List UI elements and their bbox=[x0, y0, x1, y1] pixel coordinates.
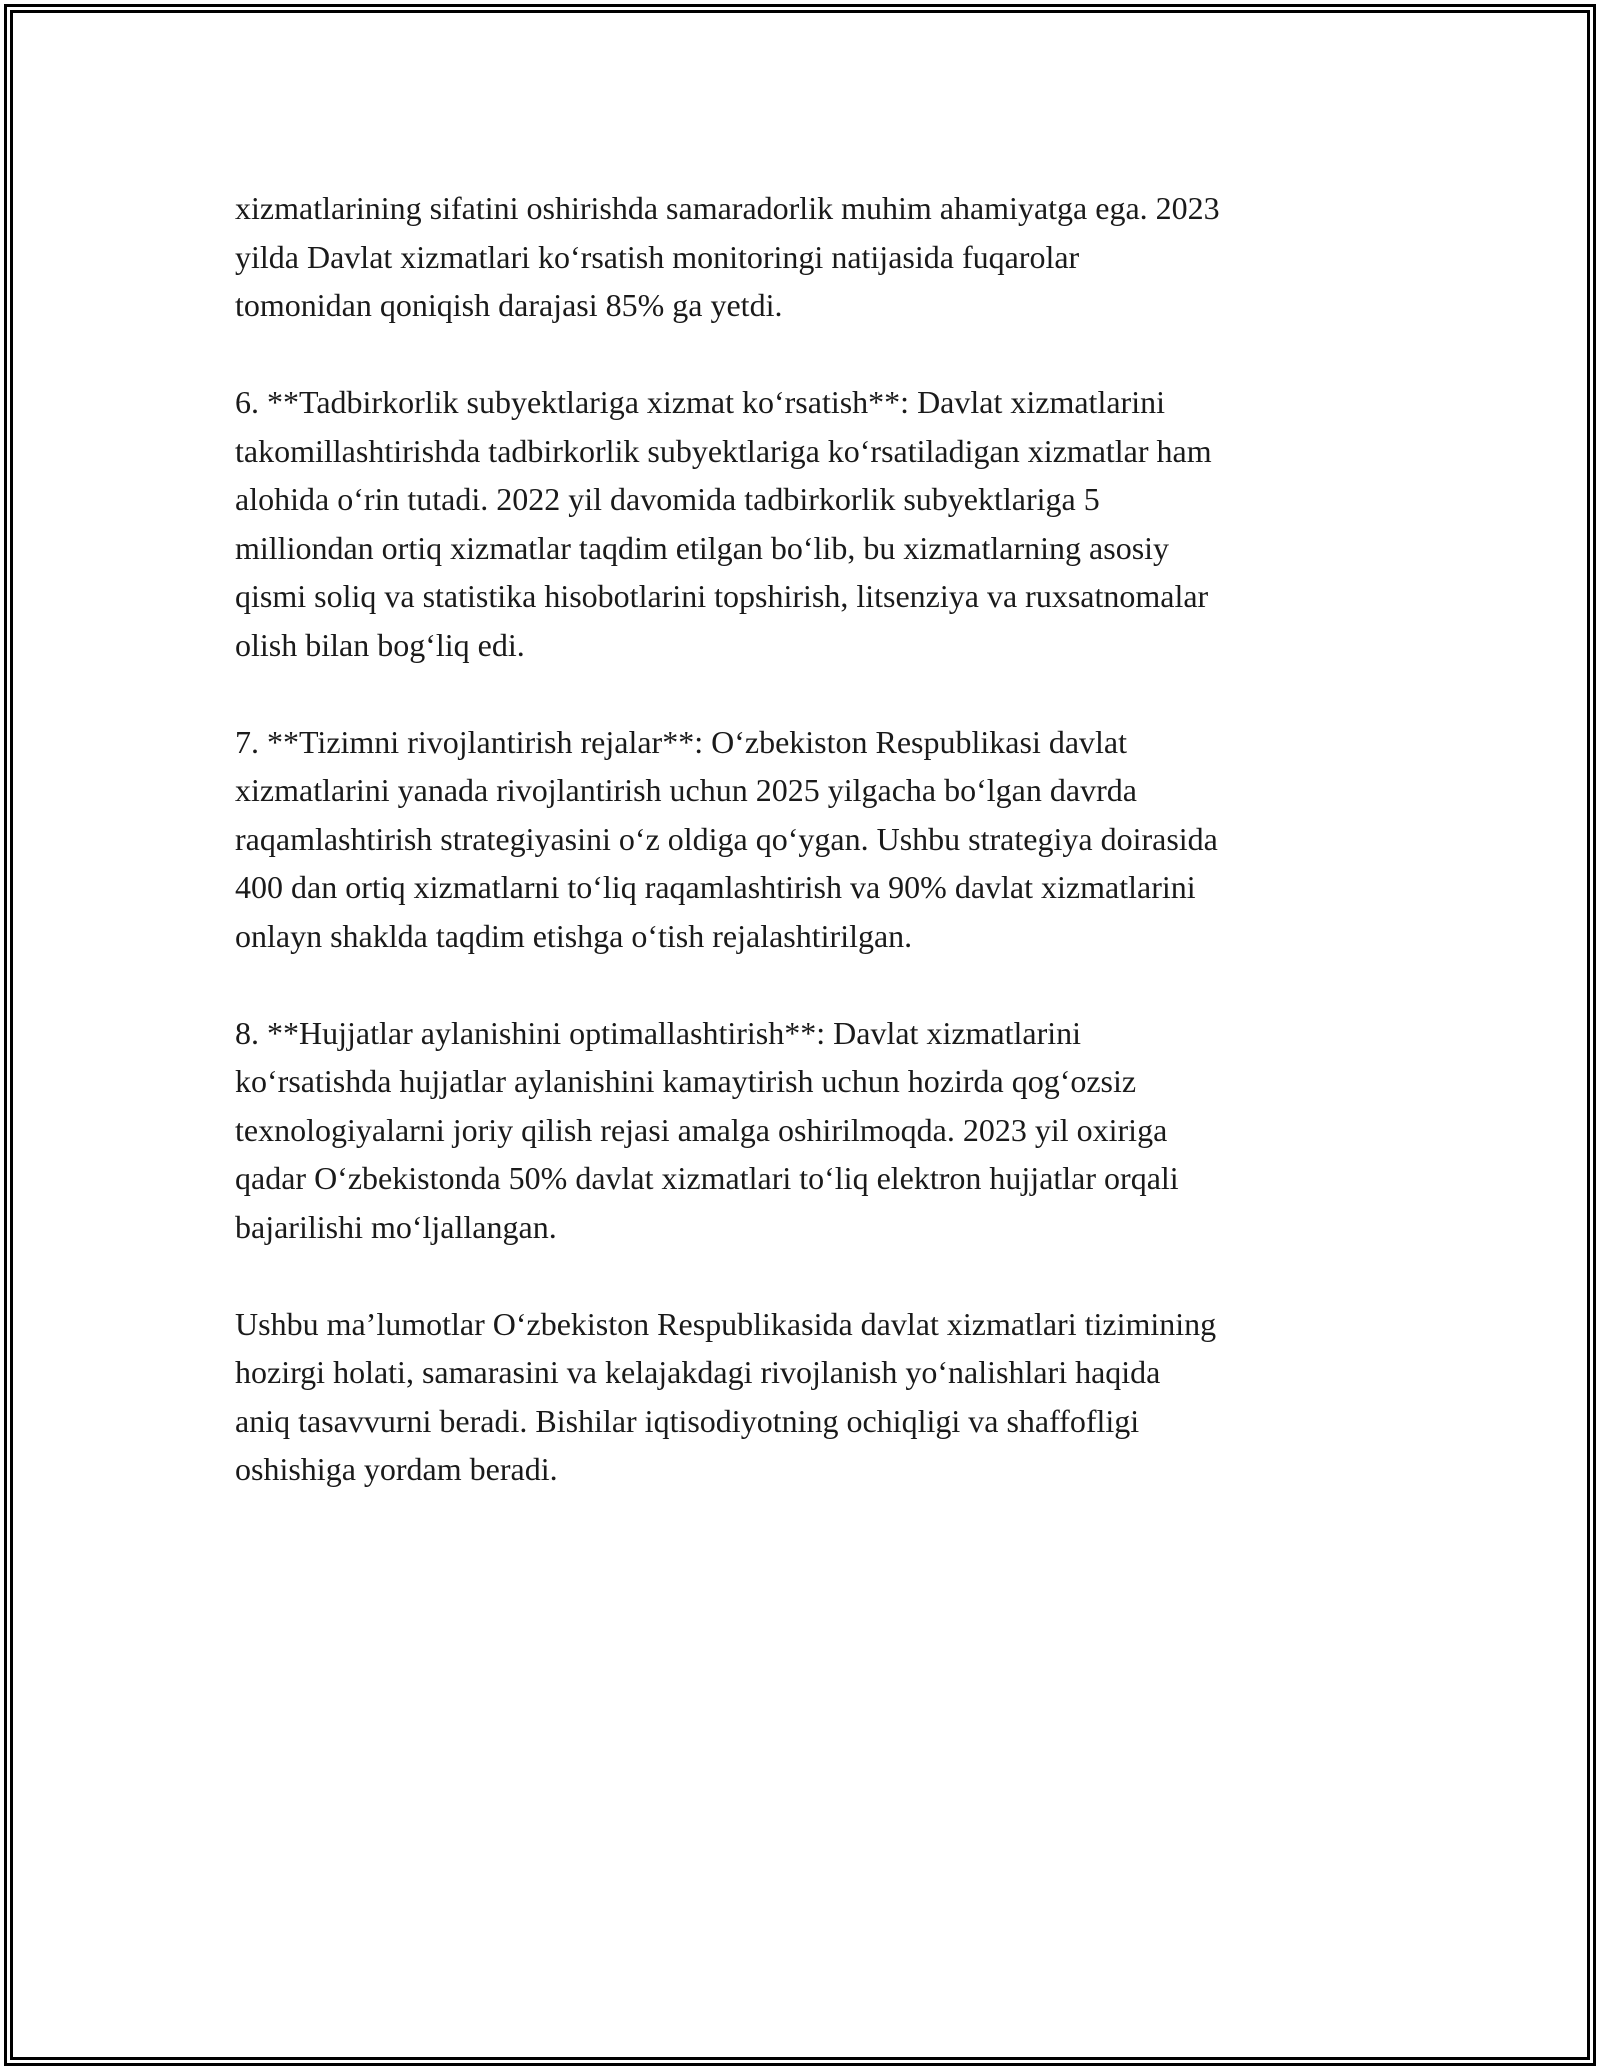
text-line: milliondan ortiq xizmatlar taqdim etilgan bo‘lib, bu xizmatlarning asosiy bbox=[235, 529, 1170, 566]
text-line: olish bilan bog‘liq edi. bbox=[235, 626, 525, 663]
paragraph-item-7 bbox=[235, 718, 1375, 961]
text-line: takomillashtirishda tadbirkorlik subyektlariga ko‘rsatiladigan xizmatlar ham bbox=[235, 432, 1212, 469]
text-line: 7. **Tizimni rivojlantirish rejalar**: O‘zbekiston Respublikasi davlat bbox=[235, 723, 1128, 760]
paragraph-item-8 bbox=[235, 1009, 1375, 1252]
text-line: hozirgi holati, samarasini va kelajakdagi rivojlanish yo‘nalishlari haqida bbox=[235, 1354, 1161, 1390]
text-line: tomonidan qoniqish darajasi 85% ga yetdi. bbox=[235, 287, 783, 323]
text-line: qismi soliq va statistika hisobotlarini topshirish, litsenziya va ruxsatnomalar bbox=[235, 578, 1209, 614]
text-line: onlayn shaklda taqdim etishga o‘tish rejalashtirilgan. bbox=[235, 917, 913, 954]
text-line: aniq tasavvurni beradi. Bishilar iqtisodiyotning ochiqligi va shaffofligi bbox=[235, 1402, 1140, 1439]
text-line: 400 dan ortiq xizmatlarni to‘liq raqamlashtirish va 90% davlat xizmatlarini bbox=[235, 869, 1196, 905]
text-line: bajarilishi mo‘ljallangan. bbox=[235, 1208, 557, 1245]
document-body bbox=[235, 184, 1375, 1542]
text-line: xizmatlarining sifatini oshirishda samaradorlik muhim ahamiyatga ega. 2023 bbox=[235, 190, 1220, 226]
text-line: 6. **Tadbirkorlik subyektlariga xizmat ko‘rsatish**: Davlat xizmatlarini bbox=[235, 384, 1165, 420]
text-line: yilda Davlat xizmatlari ko‘rsatish monitoringi natijasida fuqarolar bbox=[235, 238, 1080, 275]
text-line: texnologiyalarni joriy qilish rejasi amalga oshirilmoqda. 2023 yil oxiriga bbox=[235, 1111, 1168, 1148]
paragraph-item-6 bbox=[235, 378, 1375, 669]
text-line: qadar O‘zbekistonda 50% davlat xizmatlari to‘liq elektron hujjatlar orqali bbox=[235, 1160, 1179, 1196]
text-line: raqamlashtirish strategiyasini o‘z oldiga qo‘ygan. Ushbu strategiya doirasida bbox=[235, 820, 1218, 857]
text-line: 8. **Hujjatlar aylanishini optimallashtirish**: Davlat xizmatlarini bbox=[235, 1014, 1082, 1051]
text-line: Ushbu ma’lumotlar O‘zbekiston Respublikasida davlat xizmatlari tizimining bbox=[235, 1305, 1217, 1342]
text-line: oshishiga yordam beradi. bbox=[235, 1451, 558, 1487]
paragraph-conclusion bbox=[235, 1300, 1375, 1494]
text-line: xizmatlarini yanada rivojlantirish uchun 2025 yilgacha bo‘lgan davrda bbox=[235, 772, 1137, 808]
text-line: ko‘rsatishda hujjatlar aylanishini kamaytirish uchun hozirda qog‘ozsiz bbox=[235, 1063, 1137, 1099]
text-line: alohida o‘rin tutadi. 2022 yil davomida tadbirkorlik subyektlariga 5 bbox=[235, 481, 1100, 517]
paragraph-intro-continuation bbox=[235, 184, 1375, 330]
